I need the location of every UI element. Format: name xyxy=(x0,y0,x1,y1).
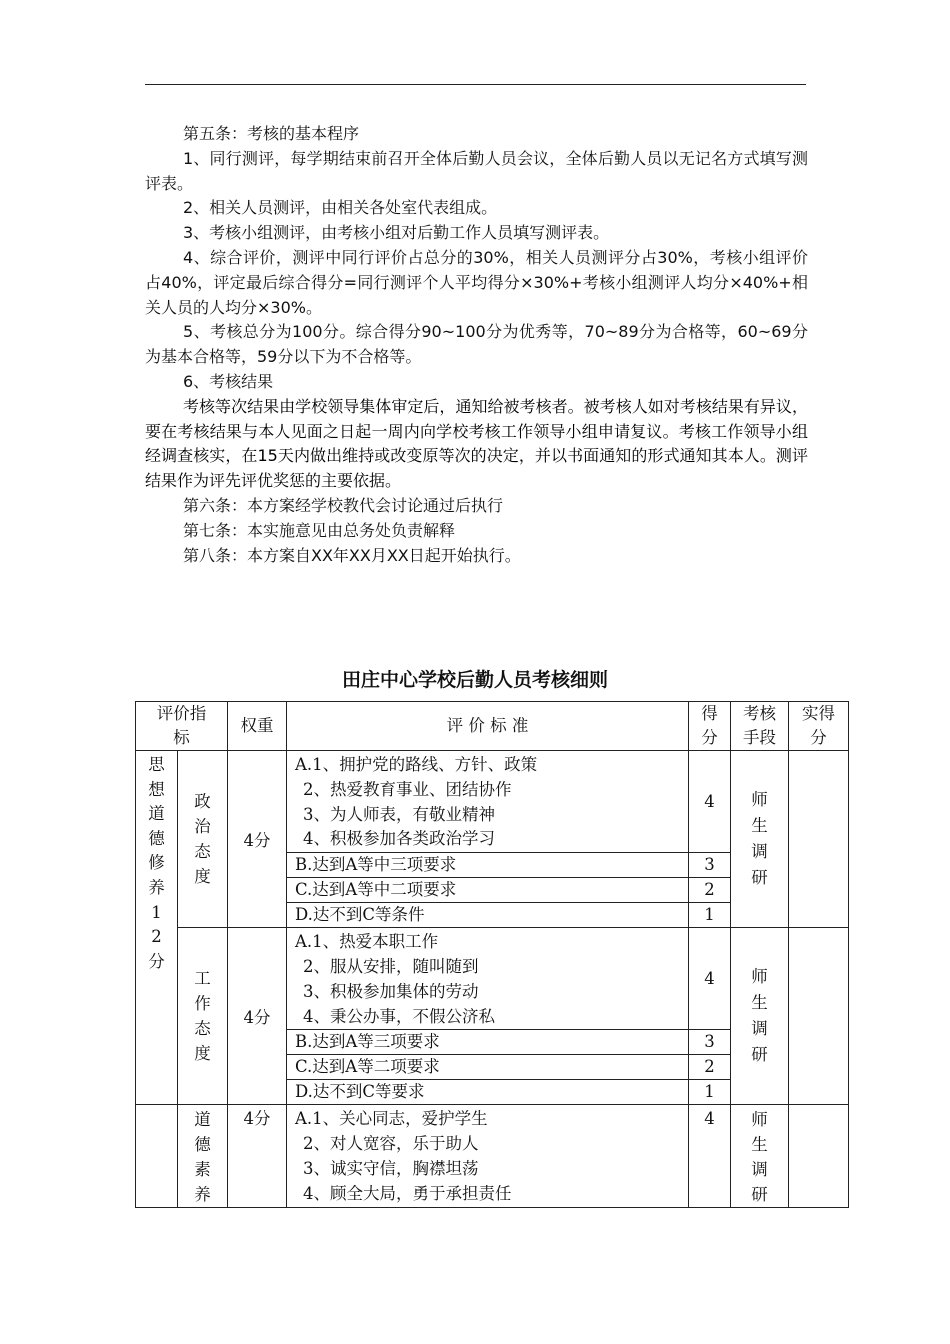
level-score: 2 xyxy=(689,1055,731,1080)
standard-a: A.1、拥护党的路线、方针、政策 2、热爱教育事业、团结协作 3、为人师表，有敬业精神 4、积极参加各类政治学习 xyxy=(287,751,689,853)
standard-level: C.达到A等中二项要求 xyxy=(287,878,689,903)
header-standard: 评 价 标 准 xyxy=(287,702,689,751)
header-indicator: 评价指标 xyxy=(136,702,228,751)
standard-level: B.达到A等三项要求 xyxy=(287,1030,689,1055)
article: 第八条：本方案自XX年XX月XX日起开始执行。 xyxy=(183,545,521,565)
standard-level: D.达不到C等要求 xyxy=(287,1080,689,1105)
level-score: 1 xyxy=(689,1080,731,1105)
score-a: 4 xyxy=(689,928,731,1030)
section-name: 道德素养 xyxy=(178,1105,228,1208)
standard-level: D.达不到C等条件 xyxy=(287,903,689,928)
table-row xyxy=(136,1105,849,1208)
procedure-item: 1、同行测评，每学期结束前召开全体后勤人员会议，全体后勤人员以无记名方式填写测评表。 xyxy=(145,148,808,193)
method-cell: 师生调研 xyxy=(731,1105,789,1208)
table-row xyxy=(136,928,849,1030)
level-score: 3 xyxy=(689,853,731,878)
procedure-item: 5、考核总分为100分。综合得分90~100分为优秀等，70~89分为合格等，60~69分为基本合格等，59分以下为不合格等。 xyxy=(145,322,808,367)
category-cell-cont xyxy=(136,1105,178,1208)
document-body xyxy=(145,122,808,568)
score-a: 4 xyxy=(689,1105,731,1208)
article: 第七条：本实施意见由总务处负责解释 xyxy=(183,520,456,540)
procedure-item: 2、相关人员测评，由相关各处室代表组成。 xyxy=(183,198,498,218)
level-score: 2 xyxy=(689,878,731,903)
method-cell: 师生调研 xyxy=(731,928,789,1105)
header-actual: 实得分 xyxy=(789,702,849,751)
section-name: 政治态度 xyxy=(178,751,228,928)
table-title: 田庄中心学校后勤人员考核细则 xyxy=(341,669,608,691)
assessment-table xyxy=(135,701,849,1208)
category-cell: 思想道德修养12分 xyxy=(136,751,178,1105)
header-rule xyxy=(145,84,806,85)
actual-score-cell xyxy=(789,1105,849,1208)
procedure-item: 3、考核小组测评，由考核小组对后勤工作人员填写测评表。 xyxy=(183,223,610,243)
procedure-heading: 第五条：考核的基本程序 xyxy=(183,124,360,143)
header-method: 考核手段 xyxy=(731,702,789,751)
article: 第六条：本方案经学校教代会讨论通过后执行 xyxy=(183,495,504,515)
score-a: 4 xyxy=(689,751,731,853)
table-row xyxy=(136,751,849,853)
actual-score-cell xyxy=(789,928,849,1105)
header-score: 得分 xyxy=(689,702,731,751)
method-cell: 师生调研 xyxy=(731,751,789,928)
level-score: 3 xyxy=(689,1030,731,1055)
header-weight: 权重 xyxy=(228,702,287,751)
level-score: 1 xyxy=(689,903,731,928)
actual-score-cell xyxy=(789,751,849,928)
standard-level: B.达到A等中三项要求 xyxy=(287,853,689,878)
standard-a: A.1、热爱本职工作 2、服从安排，随叫随到 3、积极参加集体的劳动 4、秉公办事，不假公济私 xyxy=(287,928,689,1030)
standard-level: C.达到A等二项要求 xyxy=(287,1055,689,1080)
table-header-row xyxy=(136,702,849,751)
procedure-item: 4、综合评价，测评中同行评价占总分的30%，相关人员测评分占30%，考核小组评价占40%，评定最后综合得分=同行测评个人平均得分×30%+考核小组测评人均分×40%+相关人员的人均分×30%。 xyxy=(145,247,808,317)
procedure-item: 6、考核结果 xyxy=(183,371,274,391)
section-weight: 4分 xyxy=(228,1105,287,1208)
standard-a: A.1、关心同志，爱护学生 2、对人宽容，乐于助人 3、诚实守信，胸襟坦荡 4、顾全大局，勇于承担责任 xyxy=(287,1105,689,1208)
section-weight: 4分 xyxy=(228,928,287,1105)
procedure-result-text: 考核等次结果由学校领导集体审定后，通知给被考核者。被考核人如对考核结果有异议，要在考核结果与本人见面之日起一周内向学校考核工作领导小组申请复议。考核工作领导小组经调查核实，在15天内做出维持或改变原等次的决定，并以书面通知的形式通知其本人。测评结果作为评先评优奖惩的主要依据。 xyxy=(145,396,808,491)
section-name: 工作态度 xyxy=(178,928,228,1105)
section-weight: 4分 xyxy=(228,751,287,928)
